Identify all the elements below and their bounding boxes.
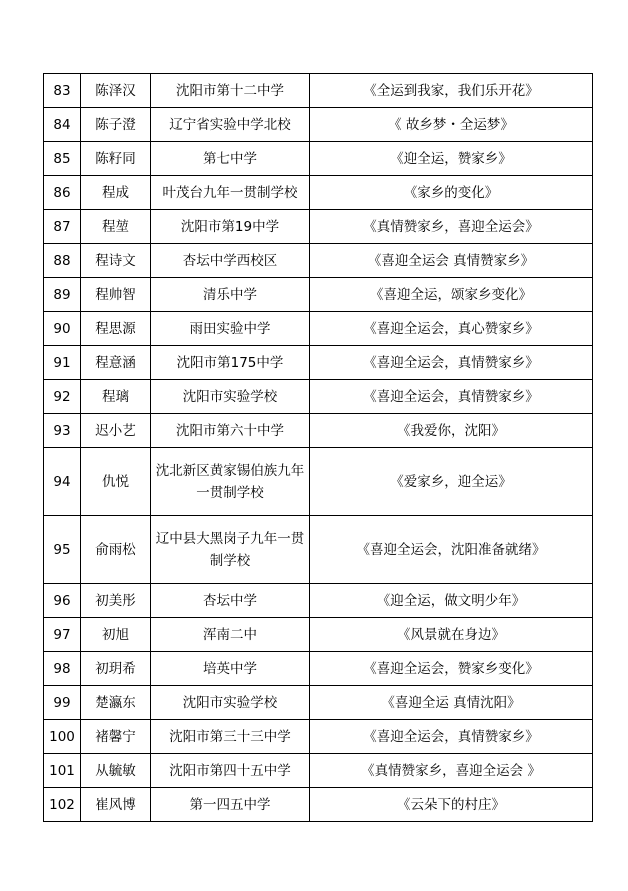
entry-number-cell: 84 (44, 108, 81, 142)
table-row (44, 108, 593, 142)
entry-number-cell: 83 (44, 74, 81, 108)
entry-number-cell: 92 (44, 380, 81, 414)
entries-table-body (44, 74, 593, 822)
entry-number-cell: 98 (44, 652, 81, 686)
entry-number-cell: 94 (44, 448, 81, 516)
table-row (44, 142, 593, 176)
student-name-cell: 从毓敏 (81, 754, 151, 788)
student-name-cell: 程帅智 (81, 278, 151, 312)
school-name-cell: 第七中学 (151, 142, 310, 176)
school-name-cell: 叶茂台九年一贯制学校 (151, 176, 310, 210)
work-title-cell: 《全运到我家，我们乐开花》 (310, 74, 593, 108)
school-name-cell: 沈北新区黄家锡伯族九年一贯制学校 (151, 448, 310, 516)
student-name-cell: 陈子澄 (81, 108, 151, 142)
student-name-cell: 俞雨松 (81, 516, 151, 584)
work-title-cell: 《喜迎全运会，沈阳准备就绪》 (310, 516, 593, 584)
school-name-cell: 沈阳市第四十五中学 (151, 754, 310, 788)
table-row (44, 278, 593, 312)
school-name-cell: 雨田实验中学 (151, 312, 310, 346)
table-row (44, 686, 593, 720)
table-row (44, 516, 593, 584)
work-title-cell: 《喜迎全运会，真情赞家乡》 (310, 346, 593, 380)
entry-number-cell: 100 (44, 720, 81, 754)
entry-number-cell: 90 (44, 312, 81, 346)
entry-number-cell: 88 (44, 244, 81, 278)
school-name-cell: 杏坛中学西校区 (151, 244, 310, 278)
work-title-cell: 《云朵下的村庄》 (310, 788, 593, 822)
student-name-cell: 楚瀛东 (81, 686, 151, 720)
student-name-cell: 程思源 (81, 312, 151, 346)
entry-number-cell: 86 (44, 176, 81, 210)
table-row (44, 720, 593, 754)
school-name-cell: 沈阳市第19中学 (151, 210, 310, 244)
table-row (44, 74, 593, 108)
student-name-cell: 程诗文 (81, 244, 151, 278)
entry-number-cell: 93 (44, 414, 81, 448)
student-name-cell: 仇悦 (81, 448, 151, 516)
student-name-cell: 程璃 (81, 380, 151, 414)
work-title-cell: 《真情赞家乡，喜迎全运会》 (310, 210, 593, 244)
table-row (44, 618, 593, 652)
student-name-cell: 初玥希 (81, 652, 151, 686)
table-row (44, 584, 593, 618)
work-title-cell: 《 故乡梦・全运梦》 (310, 108, 593, 142)
school-name-cell: 清乐中学 (151, 278, 310, 312)
work-title-cell: 《喜迎全运会 真情赞家乡》 (310, 244, 593, 278)
school-name-cell: 培英中学 (151, 652, 310, 686)
school-name-cell: 沈阳市第175中学 (151, 346, 310, 380)
work-title-cell: 《我爱你，沈阳》 (310, 414, 593, 448)
school-name-cell: 沈阳市第六十中学 (151, 414, 310, 448)
work-title-cell: 《迎全运，赞家乡》 (310, 142, 593, 176)
student-name-cell: 褚馨宁 (81, 720, 151, 754)
table-row (44, 652, 593, 686)
school-name-cell: 沈阳市实验学校 (151, 686, 310, 720)
school-name-cell: 辽中县大黑岗子九年一贯制学校 (151, 516, 310, 584)
student-name-cell: 陈籽同 (81, 142, 151, 176)
work-title-cell: 《喜迎全运会，真情赞家乡》 (310, 380, 593, 414)
table-row (44, 244, 593, 278)
table-row (44, 176, 593, 210)
entry-number-cell: 89 (44, 278, 81, 312)
work-title-cell: 《真情赞家乡，喜迎全运会 》 (310, 754, 593, 788)
entry-number-cell: 91 (44, 346, 81, 380)
work-title-cell: 《风景就在身边》 (310, 618, 593, 652)
table-row (44, 448, 593, 516)
table-row (44, 312, 593, 346)
entry-number-cell: 96 (44, 584, 81, 618)
student-name-cell: 初旭 (81, 618, 151, 652)
school-name-cell: 沈阳市第十二中学 (151, 74, 310, 108)
table-row (44, 414, 593, 448)
entry-number-cell: 85 (44, 142, 81, 176)
student-name-cell: 初美彤 (81, 584, 151, 618)
student-name-cell: 崔风博 (81, 788, 151, 822)
work-title-cell: 《喜迎全运会，真情赞家乡》 (310, 720, 593, 754)
entry-number-cell: 101 (44, 754, 81, 788)
table-row (44, 754, 593, 788)
entry-number-cell: 87 (44, 210, 81, 244)
student-name-cell: 迟小艺 (81, 414, 151, 448)
entry-number-cell: 102 (44, 788, 81, 822)
school-name-cell: 杏坛中学 (151, 584, 310, 618)
work-title-cell: 《爱家乡，迎全运》 (310, 448, 593, 516)
student-name-cell: 程成 (81, 176, 151, 210)
entry-number-cell: 95 (44, 516, 81, 584)
work-title-cell: 《喜迎全运 真情沈阳》 (310, 686, 593, 720)
school-name-cell: 沈阳市实验学校 (151, 380, 310, 414)
work-title-cell: 《喜迎全运会，赞家乡变化》 (310, 652, 593, 686)
work-title-cell: 《喜迎全运，颂家乡变化》 (310, 278, 593, 312)
work-title-cell: 《喜迎全运会，真心赞家乡》 (310, 312, 593, 346)
table-row (44, 788, 593, 822)
table-row (44, 346, 593, 380)
entry-number-cell: 97 (44, 618, 81, 652)
work-title-cell: 《家乡的变化》 (310, 176, 593, 210)
school-name-cell: 辽宁省实验中学北校 (151, 108, 310, 142)
work-title-cell: 《迎全运，做文明少年》 (310, 584, 593, 618)
school-name-cell: 第一四五中学 (151, 788, 310, 822)
student-name-cell: 陈泽汉 (81, 74, 151, 108)
student-name-cell: 程意涵 (81, 346, 151, 380)
entry-number-cell: 99 (44, 686, 81, 720)
table-row (44, 380, 593, 414)
student-name-cell: 程堃 (81, 210, 151, 244)
table-row (44, 210, 593, 244)
entries-table (43, 73, 593, 822)
school-name-cell: 浑南二中 (151, 618, 310, 652)
school-name-cell: 沈阳市第三十三中学 (151, 720, 310, 754)
